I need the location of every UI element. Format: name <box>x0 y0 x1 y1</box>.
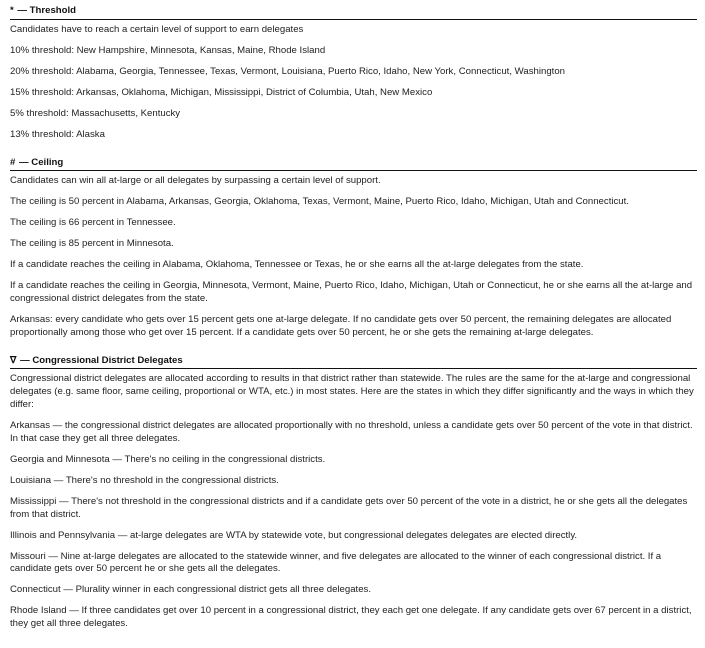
ceiling-paragraph: Candidates can win all at-large or all delegates by surpassing a certain level of support. <box>10 175 381 187</box>
ceiling-paragraph: The ceiling is 85 percent in Minnesota. <box>10 238 174 250</box>
ceiling-section <box>10 156 697 340</box>
ceiling-paragraph: Arkansas: every candidate who gets over 15 percent gets one at-large delegate. If no candidate gets over 50 percent, the remaining delegates are allocated proportionally among those who get over 15 percent. If a candidate gets over 50 percent, he or she gets the remaining at-large delegates. <box>10 314 672 338</box>
ceiling-paragraph: If a candidate reaches the ceiling in Georgia, Minnesota, Vermont, Maine, Puerto Rico, Idaho, Michigan, Utah or Connecticut, he or she earns all the at-large and congressional district delegates from the state. <box>10 280 693 305</box>
congressional-paragraph: Mississippi — There's not threshold in the congressional districts and if a candidate gets over 50 percent of the vote in a district, he or she gets all the delegates from that district. <box>10 495 688 520</box>
threshold-section <box>10 4 697 142</box>
congressional-paragraph: Congressional district delegates are allocated according to results in that district rather than statewide. The rules are the same for the at-large and congressional delegates (e.g. same floor, same ceiling, proportional or WTA, etc.) in most states. Here are the states in which they differ significantly and the ways in which they differ: <box>10 373 694 410</box>
congressional-paragraph: Louisiana — There's no threshold in the congressional districts. <box>10 474 279 486</box>
congressional-symbol: ∇ <box>10 354 17 366</box>
congressional-title: — Congressional District Delegates <box>20 354 183 366</box>
ceiling-paragraph: The ceiling is 66 percent in Tennessee. <box>10 217 176 229</box>
threshold-title: — Threshold <box>17 5 77 16</box>
congressional-paragraph: Rhode Island — If three candidates get over 10 percent in a congressional district, they each get one delegate. If any candidate gets over 67 percent in a district, they get all three delegates. <box>10 605 692 630</box>
ceiling-title: — Ceiling <box>19 156 64 168</box>
threshold-paragraph: 20% threshold: Alabama, Georgia, Tennessee, Texas, Vermont, Louisiana, Puerto Rico, Idaho, New York, Connecticut, Washington <box>10 65 565 77</box>
congressional-paragraph: Georgia and Minnesota — There's no ceiling in the congressional districts. <box>10 453 326 465</box>
threshold-paragraph: 5% threshold: Massachusetts, Kentucky <box>10 107 181 119</box>
threshold-paragraph: 10% threshold: New Hampshire, Minnesota, Kansas, Maine, Rhode Island <box>10 44 326 56</box>
threshold-paragraph: 15% threshold: Arkansas, Oklahoma, Michigan, Mississippi, District of Columbia, Utah, New Mexico <box>10 86 433 98</box>
congressional-paragraph: Connecticut — Plurality winner in each congressional district gets all three delegates. <box>10 584 372 596</box>
ceiling-paragraph: The ceiling is 50 percent in Alabama, Arkansas, Georgia, Oklahoma, Texas, Vermont, Maine, Puerto Rico, Idaho, Michigan, Utah and Connecticut. <box>10 196 629 208</box>
threshold-symbol: * <box>10 5 14 16</box>
ceiling-paragraph: If a candidate reaches the ceiling in Alabama, Oklahoma, Tennessee or Texas, he or she earns all the at-large delegates from the state. <box>10 259 584 271</box>
congressional-paragraph: Missouri — Nine at-large delegates are allocated to the statewide winner, and five delegates are allocated to the winner of each congressional district. If a candidate gets over 50 percent he or she gets all the delegates. <box>10 550 662 575</box>
threshold-heading <box>10 4 697 20</box>
congressional-heading <box>10 354 697 370</box>
threshold-paragraph: 13% threshold: Alaska <box>10 128 105 140</box>
congressional-paragraph: Arkansas — the congressional district delegates are allocated proportionally with no threshold, unless a candidate gets over 50 percent of the vote in that district. In that case they get all three delegates. <box>10 419 693 444</box>
congressional-section <box>10 354 697 631</box>
ceiling-heading <box>10 156 697 172</box>
threshold-paragraph: Candidates have to reach a certain level of support to earn delegates <box>10 23 304 35</box>
ceiling-symbol: # <box>10 156 16 168</box>
congressional-paragraph: Illinois and Pennsylvania — at-large delegates are WTA by statewide vote, but congressional delegates delegates are elected directly. <box>10 529 578 541</box>
